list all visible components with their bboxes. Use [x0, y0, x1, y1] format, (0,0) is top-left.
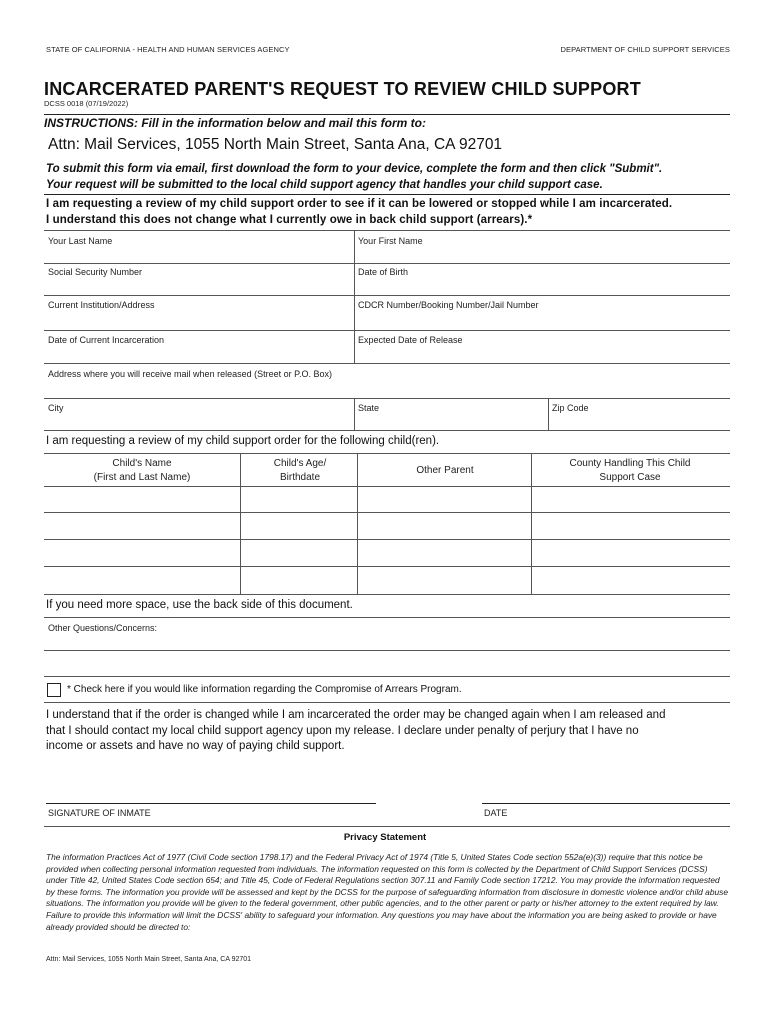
inmate-signature-field[interactable] [46, 780, 376, 802]
incarceration-date-field[interactable] [46, 348, 352, 362]
form-title: INCARCERATED PARENT'S REQUEST TO REVIEW CHILD SUPPORT [44, 79, 641, 99]
declaration-line-2: that I should contact my local child support agency upon my release. I declare under penalty of perjury that I have no [46, 724, 639, 737]
children-intro: I am requesting a review of my child support order for the following child(ren). [46, 435, 440, 447]
children-table-top [44, 453, 730, 454]
privacy-statement-title: Privacy Statement [343, 832, 427, 843]
dob-field[interactable] [356, 280, 728, 294]
children-column-divider [357, 453, 358, 594]
release-date-field[interactable] [356, 348, 728, 362]
children-row-divider [44, 566, 730, 567]
incarceration-date-label: Date of Current Incarceration [48, 335, 165, 345]
submit-instructions-line-1: To submit this form via email, first download the form to your device, complete the form and then click "Submit". [46, 163, 663, 175]
questions-line [44, 650, 730, 651]
mailing-address: Attn: Mail Services, 1055 North Main Street, Santa Ana, CA 92701 [48, 136, 503, 153]
first-name-label: Your First Name [358, 236, 423, 246]
state-field[interactable] [356, 416, 548, 428]
child-4-age-field[interactable] [243, 569, 355, 592]
last-name-label: Your Last Name [48, 236, 113, 246]
county-header-line-2: Support Case [599, 472, 661, 483]
date-label: DATE [484, 808, 508, 818]
date-line [482, 803, 730, 804]
declaration-statement [46, 708, 736, 755]
column-divider [354, 398, 355, 430]
child-1-name-field[interactable] [46, 489, 238, 510]
zip-field[interactable] [550, 416, 728, 428]
child-4-other-parent-field[interactable] [360, 569, 529, 592]
questions-bottom-border [44, 676, 730, 677]
city-field[interactable] [46, 416, 352, 428]
children-row-divider [44, 512, 730, 513]
child-2-name-field[interactable] [46, 515, 238, 537]
child-2-age-field[interactable] [243, 515, 355, 537]
declaration-line-3: income or assets and have no way of paying child support. [46, 740, 345, 752]
title-divider [44, 114, 730, 115]
child-3-name-field[interactable] [46, 542, 238, 564]
compromise-of-arrears-label: * Check here if you would like information regarding the Compromise of Arrears Program. [67, 684, 462, 695]
declaration-line-1: I understand that if the order is changed while I am incarcerated the order may be changed again when I am released and [46, 709, 666, 721]
release-date-label: Expected Date of Release [358, 335, 463, 345]
fields-bottom-border [44, 430, 730, 431]
department-name: DEPARTMENT OF CHILD SUPPORT SERVICES [560, 45, 730, 54]
county-header [532, 457, 728, 485]
children-header-divider [44, 486, 730, 487]
zip-label: Zip Code [552, 403, 589, 413]
review-request-line-2: I understand this does not change what I currently owe in back child support (arrears).* [46, 214, 533, 226]
city-label: City [48, 403, 64, 413]
row-divider [44, 295, 730, 296]
row-divider [44, 330, 730, 331]
children-column-divider [240, 453, 241, 594]
column-divider [548, 398, 549, 430]
child-2-other-parent-field[interactable] [360, 515, 529, 537]
child-1-other-parent-field[interactable] [360, 489, 529, 510]
child-name-header-line-1: Child's Name [112, 458, 172, 469]
children-table-bottom [44, 594, 730, 595]
mail-address-field[interactable] [46, 382, 728, 396]
column-divider [354, 230, 355, 363]
compromise-of-arrears-checkbox[interactable] [47, 683, 61, 697]
other-questions-field[interactable] [46, 636, 728, 676]
submit-instructions [46, 161, 746, 193]
agency-name: STATE OF CALIFORNIA - HEALTH AND HUMAN SERVICES AGENCY [46, 45, 290, 54]
child-1-county-field[interactable] [534, 489, 728, 510]
child-2-county-field[interactable] [534, 515, 728, 537]
checkbox-bottom-border [44, 702, 730, 703]
institution-field[interactable] [46, 313, 352, 329]
child-age-header [242, 457, 358, 485]
review-request-statement [46, 196, 746, 228]
other-parent-header: Other Parent [416, 465, 474, 476]
child-age-header-line-1: Child's Age/ [273, 458, 327, 469]
ssn-field[interactable] [46, 280, 352, 294]
ssn-label: Social Security Number [48, 267, 143, 277]
child-name-header [44, 457, 240, 485]
child-3-county-field[interactable] [534, 542, 728, 564]
child-age-header-line-2: Birthdate [279, 472, 321, 483]
cdcr-field[interactable] [356, 313, 728, 329]
dob-label: Date of Birth [358, 267, 409, 277]
last-name-field[interactable] [46, 248, 352, 262]
child-1-age-field[interactable] [243, 489, 355, 510]
fields-top-border [44, 230, 730, 231]
more-space-note: If you need more space, use the back side of this document. [46, 599, 353, 611]
review-request-line-1: I am requesting a review of my child support order to see if it can be lowered or stopped while I am incarcerated. [46, 198, 673, 210]
questions-top-border [44, 617, 730, 618]
children-row-divider [44, 539, 730, 540]
child-name-header-line-2: (First and Last Name) [93, 472, 191, 483]
other-questions-label: Other Questions/Concerns: [48, 623, 158, 633]
child-4-name-field[interactable] [46, 569, 238, 592]
state-label: State [358, 403, 380, 413]
form-number: DCSS 0018 (07/19/2022) [44, 99, 129, 108]
submit-instructions-line-2: Your request will be submitted to the local child support agency that handles your child support case. [46, 179, 603, 191]
institution-label: Current Institution/Address [48, 300, 155, 310]
child-4-county-field[interactable] [534, 569, 728, 592]
privacy-top-border [44, 826, 730, 827]
child-3-age-field[interactable] [243, 542, 355, 564]
cdcr-label: CDCR Number/Booking Number/Jail Number [358, 300, 539, 310]
child-3-other-parent-field[interactable] [360, 542, 529, 564]
footer-address: Attn: Mail Services, 1055 North Main Street, Santa Ana, CA 92701 [46, 956, 252, 963]
mail-address-label: Address where you will receive mail when released (Street or P.O. Box) [48, 369, 332, 379]
request-top-border [44, 194, 730, 195]
row-divider [44, 263, 730, 264]
instructions-heading: INSTRUCTIONS: Fill in the information below and mail this form to: [44, 116, 426, 130]
first-name-field[interactable] [356, 248, 728, 262]
county-header-line-1: County Handling This Child [569, 458, 691, 469]
signature-date-field[interactable] [482, 780, 730, 802]
row-divider [44, 398, 730, 399]
privacy-statement-body: The information Practices Act of 1977 (Civil Code section 1798.17) and the Federal Privacy Act of 1974 (Title 5, United States Code section 552a(e)(3)) require that this notice be provided when collecting personal information requested from individuals. The information requested on this form is collected by the Department of Child Support Services (DCSS) under Title 42, United States Code section 654; and Title 45, Code of Federal Regulations section 307.11 and Family Code section 17212. You may provide the information requested by these forms. The information you provide will be assessed and kept by the DCSS for the purpose of safeguarding information from disclosure in domestic violence and/or child abuse situations. The information you provide will be given to the federal government, other public agencies, and to the other parent or party or his/her attorney to the extent required by law. Failure to provide this information will limit the DCSS' ability to safeguard your information. Any questions you may have about the information you are being asked to provide or have already provided should be directed to: [46, 852, 728, 932]
row-divider [44, 363, 730, 364]
children-column-divider [531, 453, 532, 594]
signature-label: SIGNATURE OF INMATE [48, 808, 151, 818]
signature-line [46, 803, 376, 804]
